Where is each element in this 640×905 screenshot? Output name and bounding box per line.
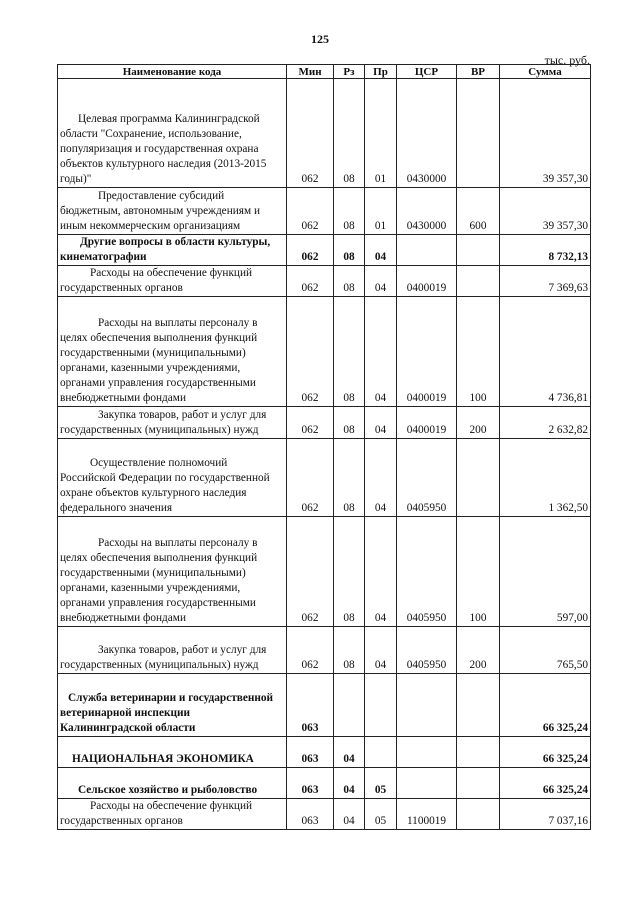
cell-pr: 04 <box>365 266 397 297</box>
cell-name <box>58 674 287 737</box>
cell-min: 062 <box>287 235 334 266</box>
cell-min: 062 <box>287 266 334 297</box>
cell-rz: 08 <box>334 407 365 439</box>
cell-min: 062 <box>287 517 334 627</box>
cell-pr: 04 <box>365 439 397 517</box>
cell-rz: 08 <box>334 235 365 266</box>
cell-rz: 08 <box>334 627 365 674</box>
cell-sum: 597,00 <box>500 517 591 627</box>
cell-rz: 04 <box>334 737 365 768</box>
cell-rz: 08 <box>334 266 365 297</box>
cell-vr: 100 <box>457 297 500 407</box>
cell-csr: 0400019 <box>397 407 457 439</box>
cell-name <box>58 407 287 439</box>
cell-min: 062 <box>287 439 334 517</box>
cell-csr: 0405950 <box>397 439 457 517</box>
cell-pr: 05 <box>365 799 397 830</box>
row-name-text: Закупка товаров, работ и услуг для государственных (муниципальных) нужд <box>60 409 267 436</box>
cell-name <box>58 799 287 830</box>
cell-csr <box>397 768 457 799</box>
cell-csr <box>397 235 457 266</box>
row-name-text: Служба ветеринарии и государственной ветеринарной инспекции Калининградской области <box>60 692 274 734</box>
cell-sum: 1 362,50 <box>500 439 591 517</box>
row-name-text: НАЦИОНАЛЬНАЯ ЭКОНОМИКА <box>72 753 254 765</box>
header-sum: Сумма <box>500 65 591 79</box>
cell-sum: 765,50 <box>500 627 591 674</box>
row-name-text: Предоставление субсидий бюджетным, автономным учреждениям и иным некоммерческим организациям <box>60 190 261 232</box>
cell-csr: 0430000 <box>397 79 457 188</box>
cell-sum: 7 037,16 <box>500 799 591 830</box>
cell-sum: 66 325,24 <box>500 674 591 737</box>
cell-rz: 08 <box>334 79 365 188</box>
cell-csr: 0430000 <box>397 188 457 235</box>
cell-pr <box>365 674 397 737</box>
cell-min: 062 <box>287 188 334 235</box>
table-row <box>58 517 591 627</box>
cell-csr: 0405950 <box>397 517 457 627</box>
cell-name <box>58 188 287 235</box>
row-name-text: Расходы на обеспечение функций государственных органов <box>60 800 253 827</box>
header-csr: ЦСР <box>397 65 457 79</box>
row-name-text: Целевая программа Калининградской области "Сохранение, использование, популяризация и государственная охрана объектов культурного наследия (2013-2015 годы)" <box>60 113 267 185</box>
table-row <box>58 79 591 188</box>
table-row <box>58 737 591 768</box>
row-name-text: Сельское хозяйство и рыболовство <box>78 784 258 796</box>
cell-csr: 0405950 <box>397 627 457 674</box>
cell-csr: 0400019 <box>397 266 457 297</box>
cell-min: 062 <box>287 297 334 407</box>
table-row <box>58 799 591 830</box>
cell-vr: 200 <box>457 407 500 439</box>
row-name-text: Расходы на выплаты персоналу в целях обеспечения выполнения функций государственными (муниципальными) органами, казенными учреждениями, органами управления государственными внебюджетными фондами <box>60 317 258 404</box>
row-name-text: Расходы на выплаты персоналу в целях обеспечения выполнения функций государственными (муниципальными) органами, казенными учреждениями, органами управления государственными внебюджетными фондами <box>60 537 258 624</box>
cell-pr: 01 <box>365 79 397 188</box>
cell-name <box>58 266 287 297</box>
table-row <box>58 235 591 266</box>
cell-name <box>58 627 287 674</box>
row-name-text: Расходы на обеспечение функций государственных органов <box>60 267 253 294</box>
cell-rz: 08 <box>334 297 365 407</box>
cell-name <box>58 297 287 407</box>
cell-rz: 04 <box>334 799 365 830</box>
row-name-text: Осуществление полномочий Российской Федерации по государственной охране объектов культурного наследия федерального значения <box>60 457 270 514</box>
cell-sum: 66 325,24 <box>500 737 591 768</box>
cell-name <box>58 737 287 768</box>
cell-vr: 100 <box>457 517 500 627</box>
cell-vr <box>457 737 500 768</box>
cell-vr: 200 <box>457 627 500 674</box>
page-number: 125 <box>311 32 329 46</box>
cell-sum: 66 325,24 <box>500 768 591 799</box>
header-row <box>58 65 591 79</box>
cell-vr <box>457 235 500 266</box>
cell-pr: 04 <box>365 407 397 439</box>
table-row <box>58 627 591 674</box>
cell-min: 063 <box>287 799 334 830</box>
cell-sum: 4 736,81 <box>500 297 591 407</box>
cell-pr <box>365 737 397 768</box>
cell-vr <box>457 439 500 517</box>
cell-min: 062 <box>287 407 334 439</box>
cell-min: 063 <box>287 737 334 768</box>
cell-rz <box>334 674 365 737</box>
table-row <box>58 297 591 407</box>
cell-csr <box>397 737 457 768</box>
cell-pr: 05 <box>365 768 397 799</box>
row-name-text: Другие вопросы в области культуры, кинематографии <box>60 236 271 263</box>
cell-sum: 2 632,82 <box>500 407 591 439</box>
budget-table <box>57 64 591 830</box>
cell-rz: 04 <box>334 768 365 799</box>
header-pr: Пр <box>365 65 397 79</box>
cell-csr <box>397 674 457 737</box>
cell-name <box>58 439 287 517</box>
table-row <box>58 674 591 737</box>
cell-vr <box>457 674 500 737</box>
table-row <box>58 768 591 799</box>
table-row <box>58 266 591 297</box>
cell-vr: 600 <box>457 188 500 235</box>
cell-min: 063 <box>287 768 334 799</box>
units-label: тыс. руб. <box>544 53 590 67</box>
header-vr: ВР <box>457 65 500 79</box>
table-row <box>58 439 591 517</box>
cell-name <box>58 79 287 188</box>
cell-pr: 04 <box>365 517 397 627</box>
cell-rz: 08 <box>334 188 365 235</box>
cell-pr: 04 <box>365 627 397 674</box>
header-min: Мин <box>287 65 334 79</box>
header-rz: Рз <box>334 65 365 79</box>
cell-vr <box>457 799 500 830</box>
cell-name <box>58 517 287 627</box>
cell-csr: 1100019 <box>397 799 457 830</box>
cell-pr: 04 <box>365 235 397 266</box>
cell-name <box>58 235 287 266</box>
cell-rz: 08 <box>334 517 365 627</box>
cell-sum: 39 357,30 <box>500 188 591 235</box>
row-name-text: Закупка товаров, работ и услуг для государственных (муниципальных) нужд <box>60 644 267 671</box>
cell-vr <box>457 768 500 799</box>
table-row <box>58 188 591 235</box>
cell-name <box>58 768 287 799</box>
cell-vr <box>457 266 500 297</box>
cell-pr: 01 <box>365 188 397 235</box>
cell-sum: 7 369,63 <box>500 266 591 297</box>
cell-sum: 8 732,13 <box>500 235 591 266</box>
header-name: Наименование кода <box>58 65 287 79</box>
cell-vr <box>457 79 500 188</box>
cell-pr: 04 <box>365 297 397 407</box>
cell-csr: 0400019 <box>397 297 457 407</box>
cell-sum: 39 357,30 <box>500 79 591 188</box>
cell-min: 063 <box>287 674 334 737</box>
cell-min: 062 <box>287 627 334 674</box>
table-row <box>58 407 591 439</box>
cell-rz: 08 <box>334 439 365 517</box>
cell-min: 062 <box>287 79 334 188</box>
